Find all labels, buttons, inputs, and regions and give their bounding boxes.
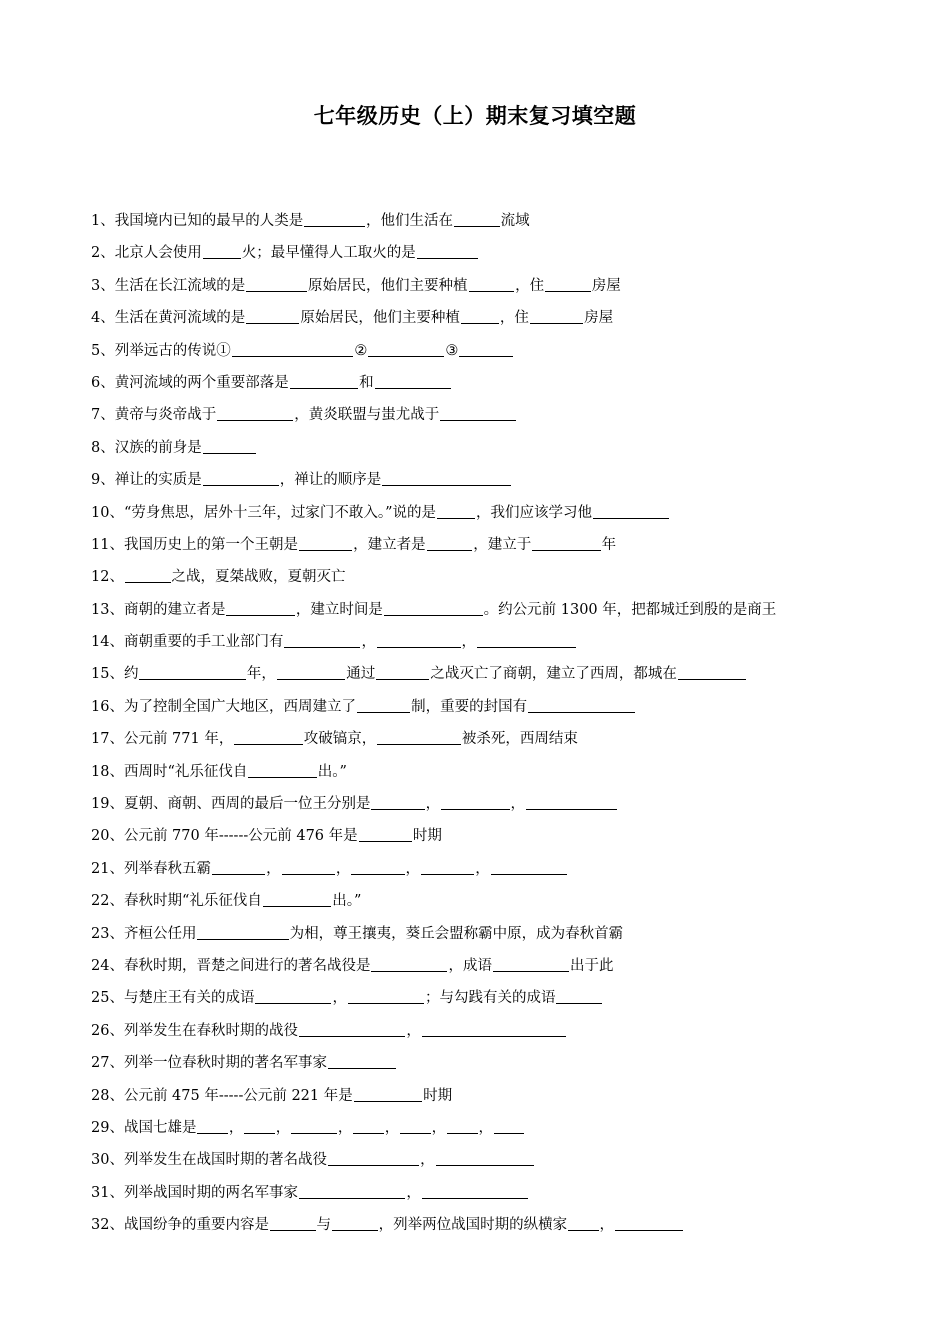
answer-blank[interactable] bbox=[593, 502, 669, 519]
question-text: 列举发生在春秋时期的战役 bbox=[123, 1022, 298, 1039]
question-number: 9、 bbox=[91, 472, 115, 489]
question-item bbox=[91, 338, 921, 370]
question-item bbox=[91, 661, 921, 693]
question-number: 23、 bbox=[91, 925, 124, 942]
question-text: 列举战国时期的两名军事家 bbox=[123, 1184, 298, 1201]
question-text: 出。” bbox=[332, 893, 362, 910]
answer-blank[interactable] bbox=[384, 599, 483, 616]
question-text: 流域 bbox=[500, 213, 530, 229]
question-number: 18、 bbox=[91, 763, 124, 780]
question-number: 11、 bbox=[91, 536, 124, 553]
question-text: ，建立于 bbox=[473, 536, 532, 553]
question-text: 公元前 475 年-----公元前 221 年是 bbox=[123, 1087, 353, 1104]
page-title: 七年级历史（上）期末复习填空题 bbox=[313, 103, 637, 128]
question-text: ③ bbox=[445, 342, 459, 359]
question-text: ， bbox=[228, 1119, 244, 1136]
question-number: 5、 bbox=[91, 342, 115, 359]
question-number: 29、 bbox=[91, 1119, 124, 1136]
answer-blank[interactable] bbox=[139, 663, 245, 680]
answer-blank[interactable] bbox=[263, 890, 331, 907]
answer-blank[interactable] bbox=[437, 502, 475, 519]
question-text: 房屋 bbox=[591, 277, 621, 294]
question-text: 北京人会使用 bbox=[114, 245, 202, 262]
answer-blank[interactable] bbox=[328, 1052, 396, 1069]
question-item bbox=[91, 467, 921, 499]
question-text: 公元前 771 年， bbox=[123, 731, 234, 748]
question-item bbox=[91, 726, 921, 758]
question-item bbox=[91, 1050, 921, 1082]
question-text: 时期 bbox=[423, 1087, 453, 1104]
question-text: 夏朝、商朝、西周的最后一位王分别是 bbox=[123, 796, 371, 813]
question-item bbox=[91, 1018, 921, 1050]
question-text: ， bbox=[510, 796, 526, 813]
question-number: 16、 bbox=[91, 698, 124, 715]
answer-blank[interactable] bbox=[354, 1085, 422, 1102]
question-text: 为相，尊王攘夷，葵丘会盟称霸中原，成为春秋首霸 bbox=[289, 925, 624, 942]
question-number: 14、 bbox=[91, 634, 124, 651]
answer-blank[interactable] bbox=[197, 1117, 227, 1134]
answer-blank[interactable] bbox=[246, 307, 299, 324]
question-text: 我国历史上的第一个王朝是 bbox=[123, 536, 298, 553]
question-text: ，黄炎联盟与蚩尤战于 bbox=[294, 407, 440, 424]
question-item bbox=[91, 1083, 921, 1115]
question-text: 房屋 bbox=[584, 310, 614, 327]
question-item bbox=[91, 823, 921, 855]
question-number: 21、 bbox=[91, 860, 124, 877]
question-text: 春秋时期，晋楚之间进行的著名战役是 bbox=[123, 957, 371, 974]
answer-blank[interactable] bbox=[371, 793, 424, 810]
answer-blank[interactable] bbox=[382, 469, 511, 486]
question-text: 我国境内已知的最早的人类是 bbox=[114, 213, 304, 229]
answer-blank[interactable] bbox=[377, 728, 461, 745]
question-item bbox=[91, 921, 921, 953]
question-number: 12、 bbox=[91, 569, 124, 586]
answer-blank[interactable] bbox=[357, 696, 410, 713]
question-item bbox=[91, 500, 921, 532]
question-item bbox=[91, 1115, 921, 1147]
question-item bbox=[91, 856, 921, 888]
answer-blank[interactable] bbox=[454, 210, 500, 227]
answer-blank[interactable] bbox=[328, 1149, 419, 1166]
question-number: 4、 bbox=[91, 310, 115, 327]
answer-blank[interactable] bbox=[353, 1117, 383, 1134]
question-text: ， bbox=[335, 860, 351, 877]
question-text: 生活在黄河流域的是 bbox=[114, 310, 246, 327]
question-item bbox=[91, 402, 921, 434]
answer-blank[interactable] bbox=[477, 631, 576, 648]
answer-blank[interactable] bbox=[203, 242, 241, 259]
answer-blank[interactable] bbox=[246, 275, 307, 292]
answer-blank[interactable] bbox=[248, 761, 316, 778]
answer-blank[interactable] bbox=[422, 1020, 566, 1037]
question-text: 为了控制全国广大地区，西周建立了 bbox=[123, 698, 356, 715]
question-text: ， bbox=[406, 1022, 421, 1039]
question-text: 原始居民，他们主要种植 bbox=[300, 310, 460, 327]
answer-blank[interactable] bbox=[491, 858, 567, 875]
answer-blank[interactable] bbox=[528, 696, 634, 713]
question-number: 2、 bbox=[91, 245, 115, 262]
answer-blank[interactable] bbox=[441, 793, 509, 810]
answer-blank[interactable] bbox=[290, 372, 358, 389]
question-text: 。约公元前 1300 年，把都城迁到殷的是商王 bbox=[483, 601, 777, 618]
answer-blank[interactable] bbox=[400, 1117, 430, 1134]
question-item bbox=[91, 435, 921, 467]
question-text: 公元前 770 年------公元前 476 年是 bbox=[123, 828, 358, 845]
question-number: 15、 bbox=[91, 666, 124, 683]
question-item bbox=[91, 953, 921, 985]
question-number: 8、 bbox=[91, 439, 115, 456]
answer-blank[interactable] bbox=[368, 340, 444, 357]
question-text: 原始居民，他们主要种植 bbox=[308, 277, 468, 294]
question-text: ， bbox=[420, 1152, 435, 1169]
question-text: 禅让的实质是 bbox=[114, 472, 202, 489]
answer-blank[interactable] bbox=[299, 1182, 405, 1199]
question-list bbox=[91, 208, 921, 1245]
question-text: 年， bbox=[246, 666, 276, 683]
answer-blank[interactable] bbox=[532, 534, 600, 551]
question-text: 齐桓公任用 bbox=[123, 925, 197, 942]
answer-blank[interactable] bbox=[493, 955, 569, 972]
question-text: ， bbox=[332, 990, 347, 1007]
question-text: ，建立时间是 bbox=[295, 601, 383, 618]
answer-blank[interactable] bbox=[421, 858, 474, 875]
question-number: 28、 bbox=[91, 1087, 124, 1104]
question-text: ，住 bbox=[515, 277, 545, 294]
question-text: 春秋时期“礼乐征伐自 bbox=[123, 893, 262, 910]
answer-blank[interactable] bbox=[556, 987, 602, 1004]
answer-blank[interactable] bbox=[291, 1117, 337, 1134]
question-item bbox=[91, 1147, 921, 1179]
answer-blank[interactable] bbox=[304, 210, 365, 227]
answer-blank[interactable] bbox=[348, 987, 424, 1004]
answer-blank[interactable] bbox=[351, 858, 404, 875]
question-number: 22、 bbox=[91, 893, 124, 910]
question-text: 攻破镐京， bbox=[303, 731, 377, 748]
answer-blank[interactable] bbox=[203, 437, 256, 454]
question-text: 列举一位春秋时期的著名军事家 bbox=[123, 1055, 327, 1072]
answer-blank[interactable] bbox=[375, 372, 451, 389]
answer-blank[interactable] bbox=[494, 1117, 524, 1134]
question-text: ， bbox=[478, 1119, 493, 1136]
answer-blank[interactable] bbox=[232, 340, 354, 357]
answer-blank[interactable] bbox=[568, 1214, 598, 1231]
answer-blank[interactable] bbox=[526, 793, 617, 810]
question-text: ， bbox=[266, 860, 281, 877]
question-item bbox=[91, 694, 921, 726]
question-text: ， bbox=[406, 1184, 421, 1201]
question-text: 通过 bbox=[346, 666, 376, 683]
answer-blank[interactable] bbox=[212, 858, 265, 875]
question-text: “劳身焦思，居外十三年，过家门不敢入。”说的是 bbox=[123, 504, 437, 521]
answer-blank[interactable] bbox=[270, 1214, 316, 1231]
answer-blank[interactable] bbox=[427, 534, 473, 551]
question-text: 西周时“礼乐征伐自 bbox=[123, 763, 248, 780]
answer-blank[interactable] bbox=[217, 404, 293, 421]
answer-blank[interactable] bbox=[234, 728, 302, 745]
question-text: 战国七雄是 bbox=[123, 1119, 197, 1136]
question-text: 年 bbox=[601, 536, 617, 553]
answer-blank[interactable] bbox=[125, 566, 171, 583]
answer-blank[interactable] bbox=[459, 340, 512, 357]
question-text: 黄河流域的两个重要部落是 bbox=[114, 374, 289, 391]
question-item bbox=[91, 305, 921, 337]
question-text: 生活在长江流域的是 bbox=[114, 277, 246, 294]
question-item bbox=[91, 759, 921, 791]
question-number: 31、 bbox=[91, 1184, 124, 1201]
answer-blank[interactable] bbox=[203, 469, 279, 486]
question-item bbox=[91, 370, 921, 402]
question-number: 19、 bbox=[91, 796, 124, 813]
question-number: 7、 bbox=[91, 407, 115, 424]
question-text: 商朝的建立者是 bbox=[123, 601, 226, 618]
answer-blank[interactable] bbox=[197, 923, 288, 940]
question-number: 3、 bbox=[91, 277, 115, 294]
question-text: 火；最早懂得人工取火的是 bbox=[241, 245, 416, 262]
question-text: 之战灭亡了商朝，建立了西周，都城在 bbox=[430, 666, 677, 683]
question-text: 出。” bbox=[317, 763, 347, 780]
question-number: 26、 bbox=[91, 1022, 124, 1039]
answer-blank[interactable] bbox=[436, 1149, 535, 1166]
question-number: 20、 bbox=[91, 828, 124, 845]
answer-blank[interactable] bbox=[530, 307, 583, 324]
answer-blank[interactable] bbox=[277, 663, 345, 680]
question-number: 17、 bbox=[91, 731, 124, 748]
question-text: ， bbox=[384, 1119, 400, 1136]
question-text: ， bbox=[425, 796, 441, 813]
answer-blank[interactable] bbox=[332, 1214, 378, 1231]
question-text: ，列举两位战国时期的纵横家 bbox=[378, 1217, 568, 1234]
question-text: 与 bbox=[316, 1217, 332, 1234]
question-text: ，建立者是 bbox=[353, 536, 426, 553]
question-text: 列举发生在战国时期的著名战役 bbox=[123, 1152, 327, 1169]
question-text: 时期 bbox=[412, 828, 442, 845]
answer-blank[interactable] bbox=[371, 955, 447, 972]
question-item bbox=[91, 208, 921, 240]
question-text: 制，重要的封国有 bbox=[411, 698, 528, 715]
question-number: 6、 bbox=[91, 374, 115, 391]
question-text: ， bbox=[599, 1217, 615, 1234]
question-text: ，我们应该学习他 bbox=[476, 504, 593, 521]
question-item bbox=[91, 1180, 921, 1212]
question-number: 1、 bbox=[91, 213, 115, 229]
question-item bbox=[91, 597, 921, 629]
question-text: 约 bbox=[123, 666, 139, 683]
answer-blank[interactable] bbox=[440, 404, 516, 421]
question-text: ， bbox=[405, 860, 421, 877]
question-text: ，他们生活在 bbox=[366, 213, 454, 229]
question-text: ， bbox=[361, 634, 376, 651]
question-text: 汉族的前身是 bbox=[114, 439, 202, 456]
question-text: 出于此 bbox=[569, 957, 614, 974]
question-number: 13、 bbox=[91, 601, 124, 618]
question-text: 和 bbox=[359, 374, 374, 391]
question-item bbox=[91, 985, 921, 1017]
answer-blank[interactable] bbox=[447, 1117, 477, 1134]
question-text: 黄帝与炎帝战于 bbox=[114, 407, 217, 424]
question-text: 战国纷争的重要内容是 bbox=[123, 1217, 269, 1234]
answer-blank[interactable] bbox=[376, 663, 429, 680]
question-text: ， bbox=[475, 860, 490, 877]
question-item bbox=[91, 629, 921, 661]
question-text: 列举春秋五霸 bbox=[123, 860, 211, 877]
answer-blank[interactable] bbox=[417, 242, 478, 259]
answer-blank[interactable] bbox=[615, 1214, 683, 1231]
answer-blank[interactable] bbox=[255, 987, 331, 1004]
question-text: ， bbox=[461, 634, 477, 651]
question-text: 商朝重要的手工业部门有 bbox=[123, 634, 284, 651]
answer-blank[interactable] bbox=[545, 275, 591, 292]
question-number: 10、 bbox=[91, 504, 124, 521]
question-number: 25、 bbox=[91, 990, 124, 1007]
question-text: 列举远古的传说① bbox=[114, 342, 231, 359]
question-text: ， bbox=[275, 1119, 291, 1136]
question-text: ；与勾践有关的成语 bbox=[424, 990, 556, 1007]
answer-blank[interactable] bbox=[284, 631, 360, 648]
question-item bbox=[91, 564, 921, 596]
question-item bbox=[91, 791, 921, 823]
question-text: ， bbox=[337, 1119, 353, 1136]
answer-blank[interactable] bbox=[299, 1020, 405, 1037]
question-number: 24、 bbox=[91, 957, 124, 974]
question-item bbox=[91, 888, 921, 920]
question-text: ，成语 bbox=[448, 957, 492, 974]
answer-blank[interactable] bbox=[422, 1182, 528, 1199]
question-text: 之战，夏桀战败，夏朝灭亡 bbox=[171, 569, 346, 586]
question-number: 32、 bbox=[91, 1217, 124, 1234]
question-number: 30、 bbox=[91, 1152, 124, 1169]
question-number: 27、 bbox=[91, 1055, 124, 1072]
answer-blank[interactable] bbox=[226, 599, 294, 616]
answer-blank[interactable] bbox=[282, 858, 335, 875]
answer-blank[interactable] bbox=[359, 825, 412, 842]
question-text: ，住 bbox=[499, 310, 529, 327]
answer-blank[interactable] bbox=[678, 663, 746, 680]
answer-blank[interactable] bbox=[461, 307, 499, 324]
question-text: ② bbox=[354, 342, 368, 359]
answer-blank[interactable] bbox=[377, 631, 461, 648]
answer-blank[interactable] bbox=[299, 534, 352, 551]
question-item bbox=[91, 1212, 921, 1244]
answer-blank[interactable] bbox=[469, 275, 515, 292]
question-item bbox=[91, 532, 921, 564]
question-item bbox=[91, 273, 921, 305]
question-text: 与楚庄王有关的成语 bbox=[123, 990, 255, 1007]
question-item bbox=[91, 240, 921, 272]
question-text: ，禅让的顺序是 bbox=[279, 472, 382, 489]
question-text: 被杀死，西周结束 bbox=[461, 731, 578, 748]
question-text: ， bbox=[431, 1119, 447, 1136]
answer-blank[interactable] bbox=[244, 1117, 274, 1134]
